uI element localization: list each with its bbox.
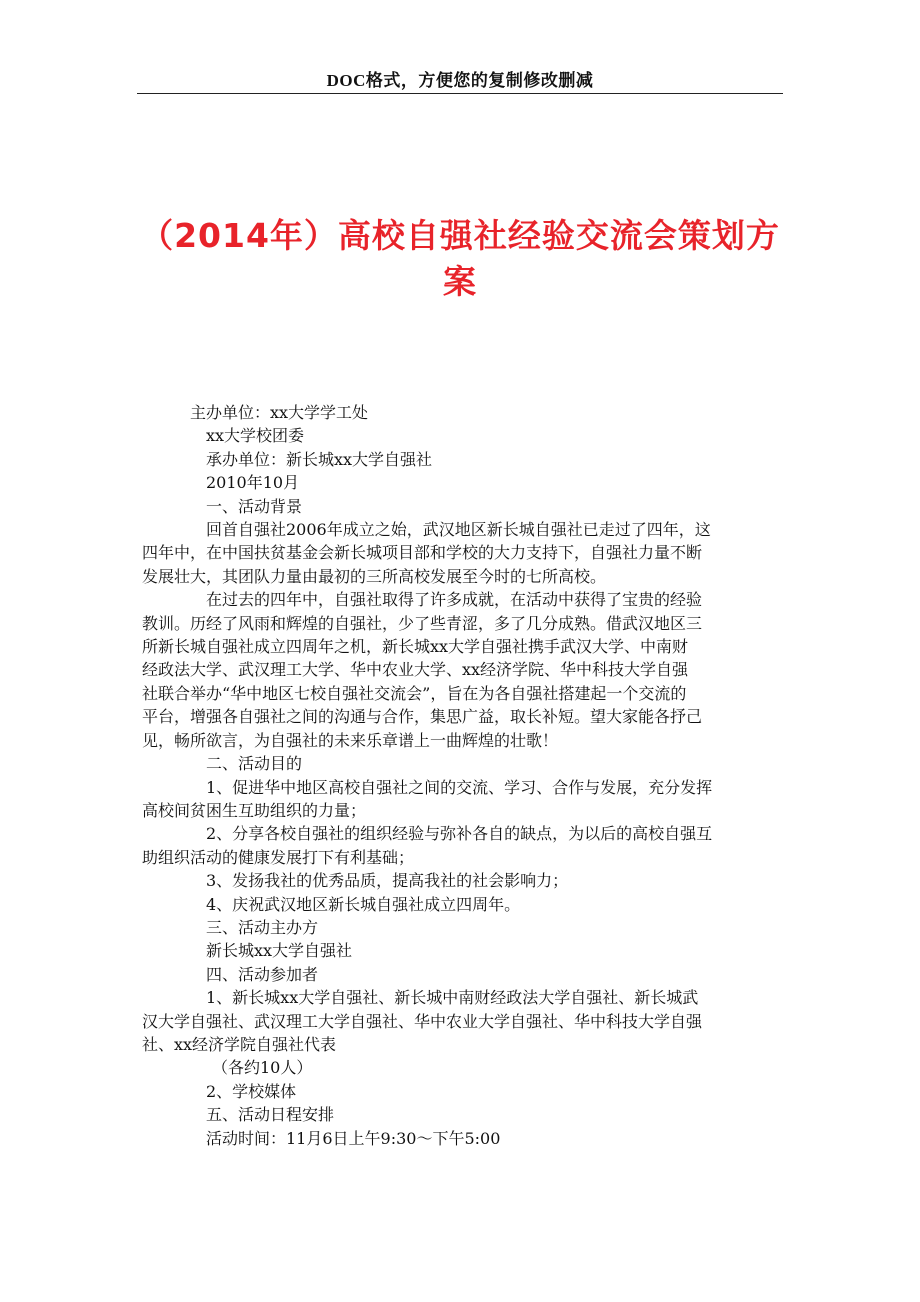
organizer-line: 主办单位：xx大学学工处 (190, 403, 369, 422)
paragraph-line: 2、分享各校自强社的组织经验与弥补各自的缺点，为以后的高校自强互 (206, 824, 713, 844)
date-line: 2010年10月 (206, 473, 300, 493)
paragraph-line: 见，畅所欲言，为自强社的未来乐章谱上一曲辉煌的壮歌！ (142, 730, 559, 750)
paragraph-line: （各约10人） (212, 1058, 313, 1078)
section-heading-participants: 四、活动参加者 (206, 964, 319, 984)
host-line: 承办单位：新长城xx大学自强社 (206, 449, 433, 469)
header-divider (137, 93, 783, 94)
paragraph-line: 汉大学自强社、武汉理工大学自强社、华中农业大学自强社、华中科技大学自强 (142, 1011, 703, 1031)
paragraph-line: 助组织活动的健康发展打下有利基础； (142, 847, 415, 867)
paragraph-line: 在过去的四年中，自强社取得了许多成就，在活动中获得了宝贵的经验 (206, 590, 703, 610)
paragraph-line: 平台，增强各自强社之间的沟通与合作，集思广益，取长补短。望大家能各抒己 (142, 707, 703, 727)
event-time-line: 活动时间：11月6日上午9:30～下午5:00 (206, 1128, 501, 1148)
paragraph-line: 社联合举办“华中地区七校自强社交流会”，旨在为各自强社搭建起一个交流的 (142, 683, 687, 703)
organizer-line-2: xx大学校团委 (206, 426, 305, 446)
paragraph-line: 回首自强社2006年成立之始，武汉地区新长城自强社已走过了四年，这 (206, 520, 711, 540)
paragraph-line: 1、促进华中地区高校自强社之间的交流、学习、合作与发展，充分发挥 (206, 777, 713, 797)
paragraph-line: 1、新长城xx大学自强社、新长城中南财经政法大学自强社、新长城武 (206, 988, 699, 1008)
title-line-2: 案 (443, 262, 477, 301)
paragraph-line: 高校间贫困生互助组织的力量； (142, 800, 367, 820)
section-heading-purpose: 二、活动目的 (206, 754, 303, 774)
paragraph-line: 4、庆祝武汉地区新长城自强社成立四周年。 (206, 894, 521, 914)
document-body (142, 401, 790, 1150)
title-line-1: （2014年）高校自强社经验交流会策划方 (140, 216, 780, 255)
paragraph-line: 3、发扬我社的优秀品质，提高我社的社会影响力； (206, 871, 569, 891)
paragraph-line: 四年中，在中国扶贫基金会新长城项目部和学校的大力支持下，自强社力量不断 (142, 543, 703, 563)
paragraph-line: 经政法大学、武汉理工大学、华中农业大学、xx经济学院、华中科技大学自强 (142, 660, 689, 680)
page-header: DOC格式，方便您的复制修改删减 (326, 71, 594, 90)
paragraph-line: 2、学校媒体 (206, 1081, 297, 1101)
paragraph-line: 社、xx经济学院自强社代表 (142, 1034, 337, 1054)
section-heading-background: 一、活动背景 (206, 496, 303, 516)
paragraph-line: 发展壮大，其团队力量由最初的三所高校发展至今时的七所高校。 (142, 566, 607, 586)
paragraph-line: 教训。历经了风雨和辉煌的自强社，少了些青涩，多了几分成熟。借武汉地区三 (142, 613, 703, 633)
paragraph-line: 所新长城自强社成立四周年之机，新长城xx大学自强社携手武汉大学、中南财 (142, 637, 689, 657)
paragraph-line: 新长城xx大学自强社 (206, 941, 353, 961)
section-heading-schedule: 五、活动日程安排 (206, 1105, 335, 1125)
section-heading-host: 三、活动主办方 (206, 917, 319, 937)
document-title (137, 213, 783, 305)
